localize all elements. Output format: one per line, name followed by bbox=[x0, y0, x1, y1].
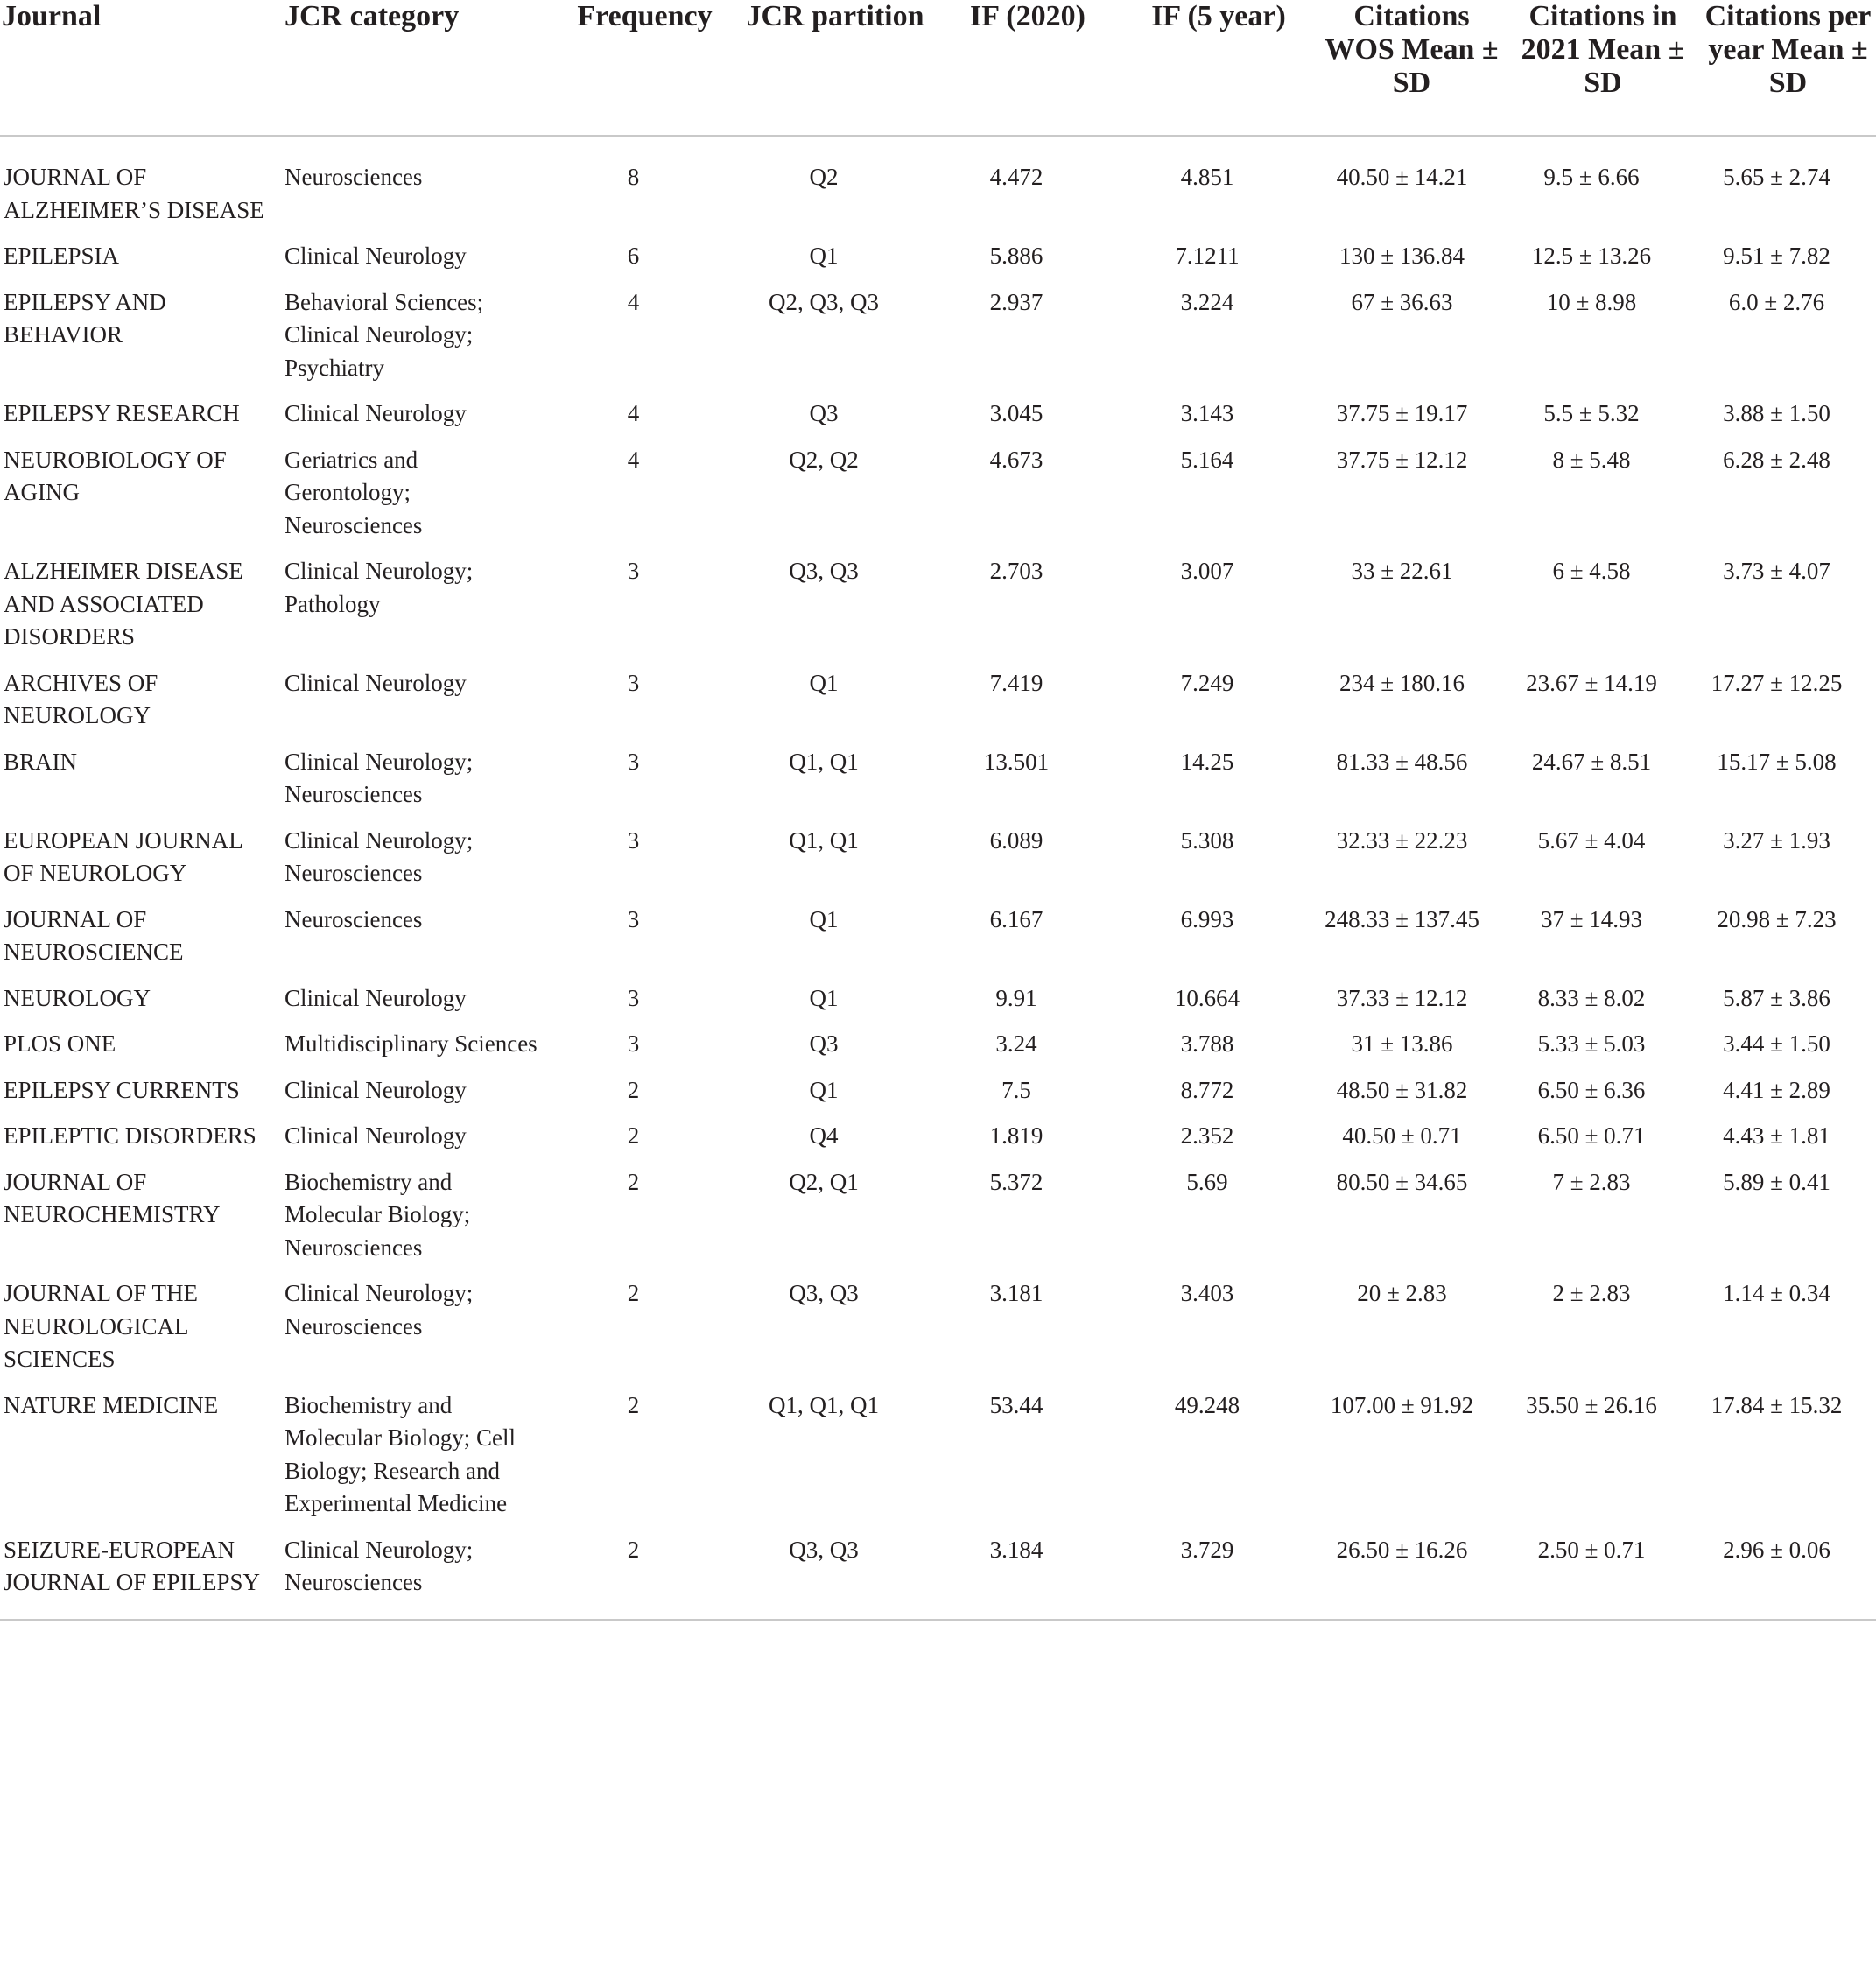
citations-per-year-cell: 17.84 ± 15.32 bbox=[1711, 1391, 1843, 1418]
jcr-partition-cell: Q3 bbox=[809, 1030, 839, 1057]
if-2020-cell: 53.44 bbox=[989, 1391, 1043, 1418]
citations-2021-cell: 2.50 ± 0.71 bbox=[1506, 1534, 1700, 1620]
citations-2021-cell: 7 ± 2.83 bbox=[1552, 1168, 1631, 1195]
jcr-category-cell: Multidisciplinary Sciences bbox=[285, 1030, 538, 1057]
table-row bbox=[0, 555, 1876, 667]
citations-wos-cell: 81.33 ± 48.56 bbox=[1336, 748, 1468, 775]
citations-per-year-cell: 9.51 ± 7.82 bbox=[1723, 243, 1830, 269]
if-5-year-cell: 4.851 bbox=[1180, 164, 1234, 190]
jcr-partition-cell: Q3, Q3 bbox=[789, 1280, 859, 1306]
citations-per-year-cell: 15.17 ± 5.08 bbox=[1717, 748, 1837, 775]
header-if-5-year: IF (5 year) bbox=[1120, 0, 1317, 136]
jcr-category-cell: Neurosciences bbox=[285, 905, 423, 932]
if-5-year-cell: 7.249 bbox=[1180, 669, 1234, 696]
header-journal: Journal bbox=[0, 0, 279, 136]
if-2020-cell: 5.372 bbox=[989, 1168, 1043, 1195]
jcr-category-cell: Geriatrics and Gerontology; Neurosciences bbox=[285, 446, 423, 538]
jcr-partition-cell: Q3, Q3 bbox=[734, 1534, 936, 1620]
citations-per-year-cell: 5.87 ± 3.86 bbox=[1723, 984, 1830, 1011]
jcr-partition-cell: Q1, Q1 bbox=[789, 748, 859, 775]
table-row bbox=[0, 1120, 1876, 1166]
table-row bbox=[0, 667, 1876, 746]
journal-cell: EPILEPSY RESEARCH bbox=[4, 400, 240, 426]
table-row bbox=[0, 240, 1876, 286]
citations-2021-cell: 9.5 ± 6.66 bbox=[1543, 164, 1640, 190]
jcr-category-cell: Clinical Neurology; Pathology bbox=[285, 558, 474, 617]
journal-cell: EPILEPSY AND BEHAVIOR bbox=[4, 288, 166, 348]
jcr-partition-cell: Q1 bbox=[809, 243, 839, 269]
journal-cell: JOURNAL OF NEUROCHEMISTRY bbox=[4, 1168, 221, 1227]
citations-per-year-cell: 2.96 ± 0.06 bbox=[1700, 1534, 1876, 1620]
journal-cell: JOURNAL OF THE NEUROLOGICAL SCIENCES bbox=[4, 1280, 199, 1372]
journal-cell: JOURNAL OF NEUROSCIENCE bbox=[4, 905, 184, 965]
if-5-year-cell: 10.664 bbox=[1174, 984, 1240, 1011]
citations-per-year-cell: 6.28 ± 2.48 bbox=[1723, 446, 1830, 473]
frequency-cell: 2 bbox=[627, 1168, 640, 1195]
frequency-cell: 3 bbox=[627, 558, 640, 584]
jcr-partition-cell: Q2 bbox=[809, 164, 839, 190]
header-citations-per-year: Citations per year Mean ± SD bbox=[1700, 0, 1876, 136]
header-frequency: Frequency bbox=[555, 0, 734, 136]
frequency-cell: 2 bbox=[627, 1391, 640, 1418]
jcr-category-cell: Clinical Neurology; Neurosciences bbox=[285, 1280, 474, 1340]
jcr-category-cell: Behavioral Sciences; Clinical Neurology; Psychiatry bbox=[285, 288, 484, 381]
journal-cell: BRAIN bbox=[4, 748, 78, 775]
if-5-year-cell: 5.308 bbox=[1180, 826, 1234, 854]
citations-2021-cell: 37 ± 14.93 bbox=[1540, 905, 1643, 932]
if-5-year-cell: 5.164 bbox=[1180, 446, 1234, 473]
if-5-year-cell: 2.352 bbox=[1180, 1122, 1234, 1149]
if-5-year-cell: 49.248 bbox=[1174, 1391, 1240, 1418]
if-2020-cell: 7.419 bbox=[989, 669, 1043, 696]
jcr-partition-cell: Q2, Q1 bbox=[789, 1168, 859, 1195]
citations-2021-cell: 35.50 ± 26.16 bbox=[1526, 1391, 1657, 1418]
citations-wos-cell: 40.50 ± 0.71 bbox=[1342, 1122, 1462, 1149]
header-jcr-partition: JCR partition bbox=[734, 0, 936, 136]
citations-2021-cell: 6.50 ± 6.36 bbox=[1537, 1076, 1646, 1103]
citations-wos-cell: 37.75 ± 12.12 bbox=[1336, 446, 1468, 473]
citations-wos-cell: 26.50 ± 16.26 bbox=[1317, 1534, 1506, 1620]
jcr-partition-cell: Q3, Q3 bbox=[789, 558, 859, 584]
jcr-category-cell: Neurosciences bbox=[285, 164, 423, 190]
citations-wos-cell: 67 ± 36.63 bbox=[1351, 288, 1453, 315]
table-row bbox=[0, 1074, 1876, 1121]
citations-2021-cell: 10 ± 8.98 bbox=[1546, 288, 1637, 315]
if-5-year-cell: 3.007 bbox=[1180, 558, 1234, 584]
jcr-partition-cell: Q1 bbox=[809, 1076, 839, 1103]
citations-wos-cell: 80.50 ± 34.65 bbox=[1336, 1168, 1468, 1195]
if-2020-cell: 5.886 bbox=[989, 243, 1043, 269]
citations-2021-cell: 12.5 ± 13.26 bbox=[1531, 243, 1652, 269]
jcr-partition-cell: Q1 bbox=[809, 669, 839, 696]
frequency-cell: 2 bbox=[627, 1122, 640, 1149]
table-body bbox=[0, 136, 1876, 1620]
table-row bbox=[0, 1166, 1876, 1278]
citations-2021-cell: 5.67 ± 4.04 bbox=[1537, 826, 1646, 854]
table-row bbox=[0, 825, 1876, 904]
frequency-cell: 3 bbox=[627, 905, 640, 932]
header-jcr-category: JCR category bbox=[279, 0, 555, 136]
frequency-cell: 4 bbox=[627, 446, 640, 473]
frequency-cell: 3 bbox=[627, 826, 640, 854]
if-2020-cell: 6.167 bbox=[989, 905, 1043, 932]
jcr-category-cell: Biochemistry and Molecular Biology; Neurosciences bbox=[285, 1168, 471, 1261]
citations-per-year-cell: 4.41 ± 2.89 bbox=[1723, 1076, 1830, 1103]
journal-cell: NEUROLOGY bbox=[4, 984, 151, 1011]
jcr-partition-cell: Q4 bbox=[809, 1122, 839, 1149]
if-2020-cell: 4.673 bbox=[989, 446, 1043, 473]
if-2020-cell: 7.5 bbox=[1001, 1076, 1031, 1103]
citations-wos-cell: 40.50 ± 14.21 bbox=[1336, 164, 1468, 190]
if-5-year-cell: 7.1211 bbox=[1175, 243, 1240, 269]
citations-wos-cell: 107.00 ± 91.92 bbox=[1330, 1391, 1474, 1418]
jcr-category-cell: Clinical Neurology bbox=[285, 669, 467, 696]
jcr-partition-cell: Q3 bbox=[809, 400, 839, 426]
table-row bbox=[0, 397, 1876, 444]
frequency-cell: 3 bbox=[627, 1030, 640, 1057]
citations-2021-cell: 5.33 ± 5.03 bbox=[1537, 1030, 1646, 1057]
if-2020-cell: 4.472 bbox=[989, 164, 1043, 190]
table-row bbox=[0, 444, 1876, 556]
citations-per-year-cell: 3.88 ± 1.50 bbox=[1723, 400, 1830, 426]
if-2020-cell: 3.181 bbox=[989, 1280, 1043, 1306]
journal-cell: EPILEPSIA bbox=[4, 243, 120, 269]
jcr-category-cell: Clinical Neurology bbox=[285, 984, 467, 1011]
citations-2021-cell: 8 ± 5.48 bbox=[1552, 446, 1631, 473]
header-row bbox=[0, 0, 1876, 136]
jcr-partition-cell: Q1 bbox=[809, 905, 839, 932]
citations-per-year-cell: 20.98 ± 7.23 bbox=[1717, 905, 1837, 932]
if-2020-cell: 3.24 bbox=[995, 1030, 1037, 1057]
jcr-category-cell: Clinical Neurology; Neurosciences bbox=[285, 826, 474, 886]
table-row bbox=[0, 904, 1876, 982]
citations-per-year-cell: 17.27 ± 12.25 bbox=[1711, 669, 1843, 696]
citations-2021-cell: 5.5 ± 5.32 bbox=[1543, 400, 1640, 426]
jcr-category-cell: Biochemistry and Molecular Biology; Cell Biology; Research and Experimental Medicine bbox=[285, 1391, 516, 1516]
if-2020-cell: 3.045 bbox=[989, 400, 1043, 426]
journal-cell: NEUROBIOLOGY OF AGING bbox=[4, 446, 227, 505]
citations-wos-cell: 37.33 ± 12.12 bbox=[1336, 984, 1468, 1011]
citations-per-year-cell: 3.44 ± 1.50 bbox=[1723, 1030, 1830, 1057]
table-row bbox=[0, 982, 1876, 1029]
citations-2021-cell: 2 ± 2.83 bbox=[1552, 1280, 1631, 1306]
if-5-year-cell: 3.143 bbox=[1180, 400, 1234, 426]
table-row bbox=[0, 1028, 1876, 1074]
header-citations-wos: Citations WOS Mean ± SD bbox=[1317, 0, 1506, 136]
citations-per-year-cell: 5.89 ± 0.41 bbox=[1723, 1168, 1830, 1195]
citations-wos-cell: 48.50 ± 31.82 bbox=[1336, 1076, 1468, 1103]
if-5-year-cell: 3.788 bbox=[1180, 1030, 1234, 1057]
frequency-cell: 2 bbox=[555, 1534, 734, 1620]
jcr-category-cell: Clinical Neurology; Neurosciences bbox=[279, 1534, 555, 1620]
if-5-year-cell: 5.69 bbox=[1186, 1168, 1228, 1195]
table-row bbox=[0, 286, 1876, 398]
table-row bbox=[0, 746, 1876, 825]
header-if-2020: IF (2020) bbox=[936, 0, 1120, 136]
citations-wos-cell: 248.33 ± 137.45 bbox=[1324, 905, 1479, 932]
citations-2021-cell: 8.33 ± 8.02 bbox=[1537, 984, 1646, 1011]
citations-per-year-cell: 3.73 ± 4.07 bbox=[1723, 558, 1830, 584]
citations-wos-cell: 33 ± 22.61 bbox=[1351, 558, 1453, 584]
jcr-partition-cell: Q1 bbox=[809, 984, 839, 1011]
if-5-year-cell: 14.25 bbox=[1180, 748, 1234, 775]
citations-wos-cell: 130 ± 136.84 bbox=[1338, 243, 1465, 269]
if-2020-cell: 13.501 bbox=[983, 748, 1050, 775]
journal-cell: ALZHEIMER DISEASE AND ASSOCIATED DISORDERS bbox=[4, 558, 243, 650]
jcr-partition-cell: Q1, Q1, Q1 bbox=[769, 1391, 879, 1418]
jcr-category-cell: Clinical Neurology; Neurosciences bbox=[285, 748, 474, 807]
if-2020-cell: 3.184 bbox=[936, 1534, 1120, 1620]
jcr-category-cell: Clinical Neurology bbox=[285, 1122, 467, 1149]
jcr-partition-cell: Q1, Q1 bbox=[789, 826, 859, 854]
if-5-year-cell: 3.403 bbox=[1180, 1280, 1234, 1306]
jcr-partition-cell: Q2, Q3, Q3 bbox=[769, 288, 879, 315]
citations-wos-cell: 37.75 ± 19.17 bbox=[1336, 400, 1468, 426]
table-row bbox=[0, 136, 1876, 240]
journal-cell: EUROPEAN JOURNAL OF NEUROLOGY bbox=[4, 826, 242, 886]
citations-wos-cell: 234 ± 180.16 bbox=[1338, 669, 1465, 696]
header-citations-2021: Citations in 2021 Mean ± SD bbox=[1506, 0, 1700, 136]
frequency-cell: 3 bbox=[627, 748, 640, 775]
citations-per-year-cell: 4.43 ± 1.81 bbox=[1723, 1122, 1830, 1149]
journal-cell: NATURE MEDICINE bbox=[4, 1391, 219, 1418]
table-row bbox=[0, 1534, 1876, 1620]
citations-per-year-cell: 5.65 ± 2.74 bbox=[1723, 164, 1830, 190]
frequency-cell: 2 bbox=[627, 1280, 640, 1306]
journal-cell: EPILEPSY CURRENTS bbox=[4, 1076, 240, 1103]
citations-per-year-cell: 1.14 ± 0.34 bbox=[1723, 1280, 1830, 1306]
journal-cell: EPILEPTIC DISORDERS bbox=[4, 1122, 256, 1149]
if-2020-cell: 6.089 bbox=[989, 826, 1043, 854]
citations-per-year-cell: 6.0 ± 2.76 bbox=[1728, 288, 1825, 315]
citations-2021-cell: 23.67 ± 14.19 bbox=[1526, 669, 1657, 696]
citations-wos-cell: 32.33 ± 22.23 bbox=[1336, 826, 1468, 854]
frequency-cell: 4 bbox=[627, 400, 640, 426]
journal-cell: SEIZURE-EUROPEAN JOURNAL OF EPILEPSY bbox=[0, 1534, 279, 1620]
if-2020-cell: 1.819 bbox=[989, 1122, 1043, 1149]
journal-cell: ARCHIVES OF NEUROLOGY bbox=[4, 669, 158, 728]
if-5-year-cell: 8.772 bbox=[1180, 1076, 1234, 1103]
if-2020-cell: 2.937 bbox=[989, 288, 1043, 315]
if-5-year-cell: 3.729 bbox=[1120, 1534, 1317, 1620]
journal-cell: JOURNAL OF ALZHEIMER’S DISEASE bbox=[4, 164, 264, 223]
if-5-year-cell: 6.993 bbox=[1180, 905, 1234, 932]
frequency-cell: 3 bbox=[627, 669, 640, 696]
jcr-partition-cell: Q2, Q2 bbox=[789, 446, 859, 473]
table-row bbox=[0, 1277, 1876, 1389]
table-header bbox=[0, 0, 1876, 136]
if-2020-cell: 9.91 bbox=[995, 984, 1037, 1011]
citations-2021-cell: 24.67 ± 8.51 bbox=[1531, 748, 1652, 775]
citations-per-year-cell: 3.27 ± 1.93 bbox=[1723, 826, 1830, 854]
citations-2021-cell: 6.50 ± 0.71 bbox=[1537, 1122, 1646, 1149]
jcr-category-cell: Clinical Neurology bbox=[285, 1076, 467, 1103]
frequency-cell: 2 bbox=[627, 1076, 640, 1103]
jcr-category-cell: Clinical Neurology bbox=[285, 243, 467, 269]
frequency-cell: 3 bbox=[627, 984, 640, 1011]
if-5-year-cell: 3.224 bbox=[1180, 288, 1234, 315]
citations-2021-cell: 6 ± 4.58 bbox=[1552, 558, 1631, 584]
citations-wos-cell: 31 ± 13.86 bbox=[1351, 1030, 1453, 1057]
jcr-category-cell: Clinical Neurology bbox=[285, 400, 467, 426]
if-2020-cell: 2.703 bbox=[989, 558, 1043, 584]
frequency-cell: 8 bbox=[627, 164, 640, 190]
citations-wos-cell: 20 ± 2.83 bbox=[1357, 1280, 1447, 1306]
frequency-cell: 6 bbox=[627, 243, 640, 269]
frequency-cell: 4 bbox=[627, 288, 640, 315]
table-row bbox=[0, 1389, 1876, 1534]
journal-cell: PLOS ONE bbox=[4, 1030, 116, 1057]
